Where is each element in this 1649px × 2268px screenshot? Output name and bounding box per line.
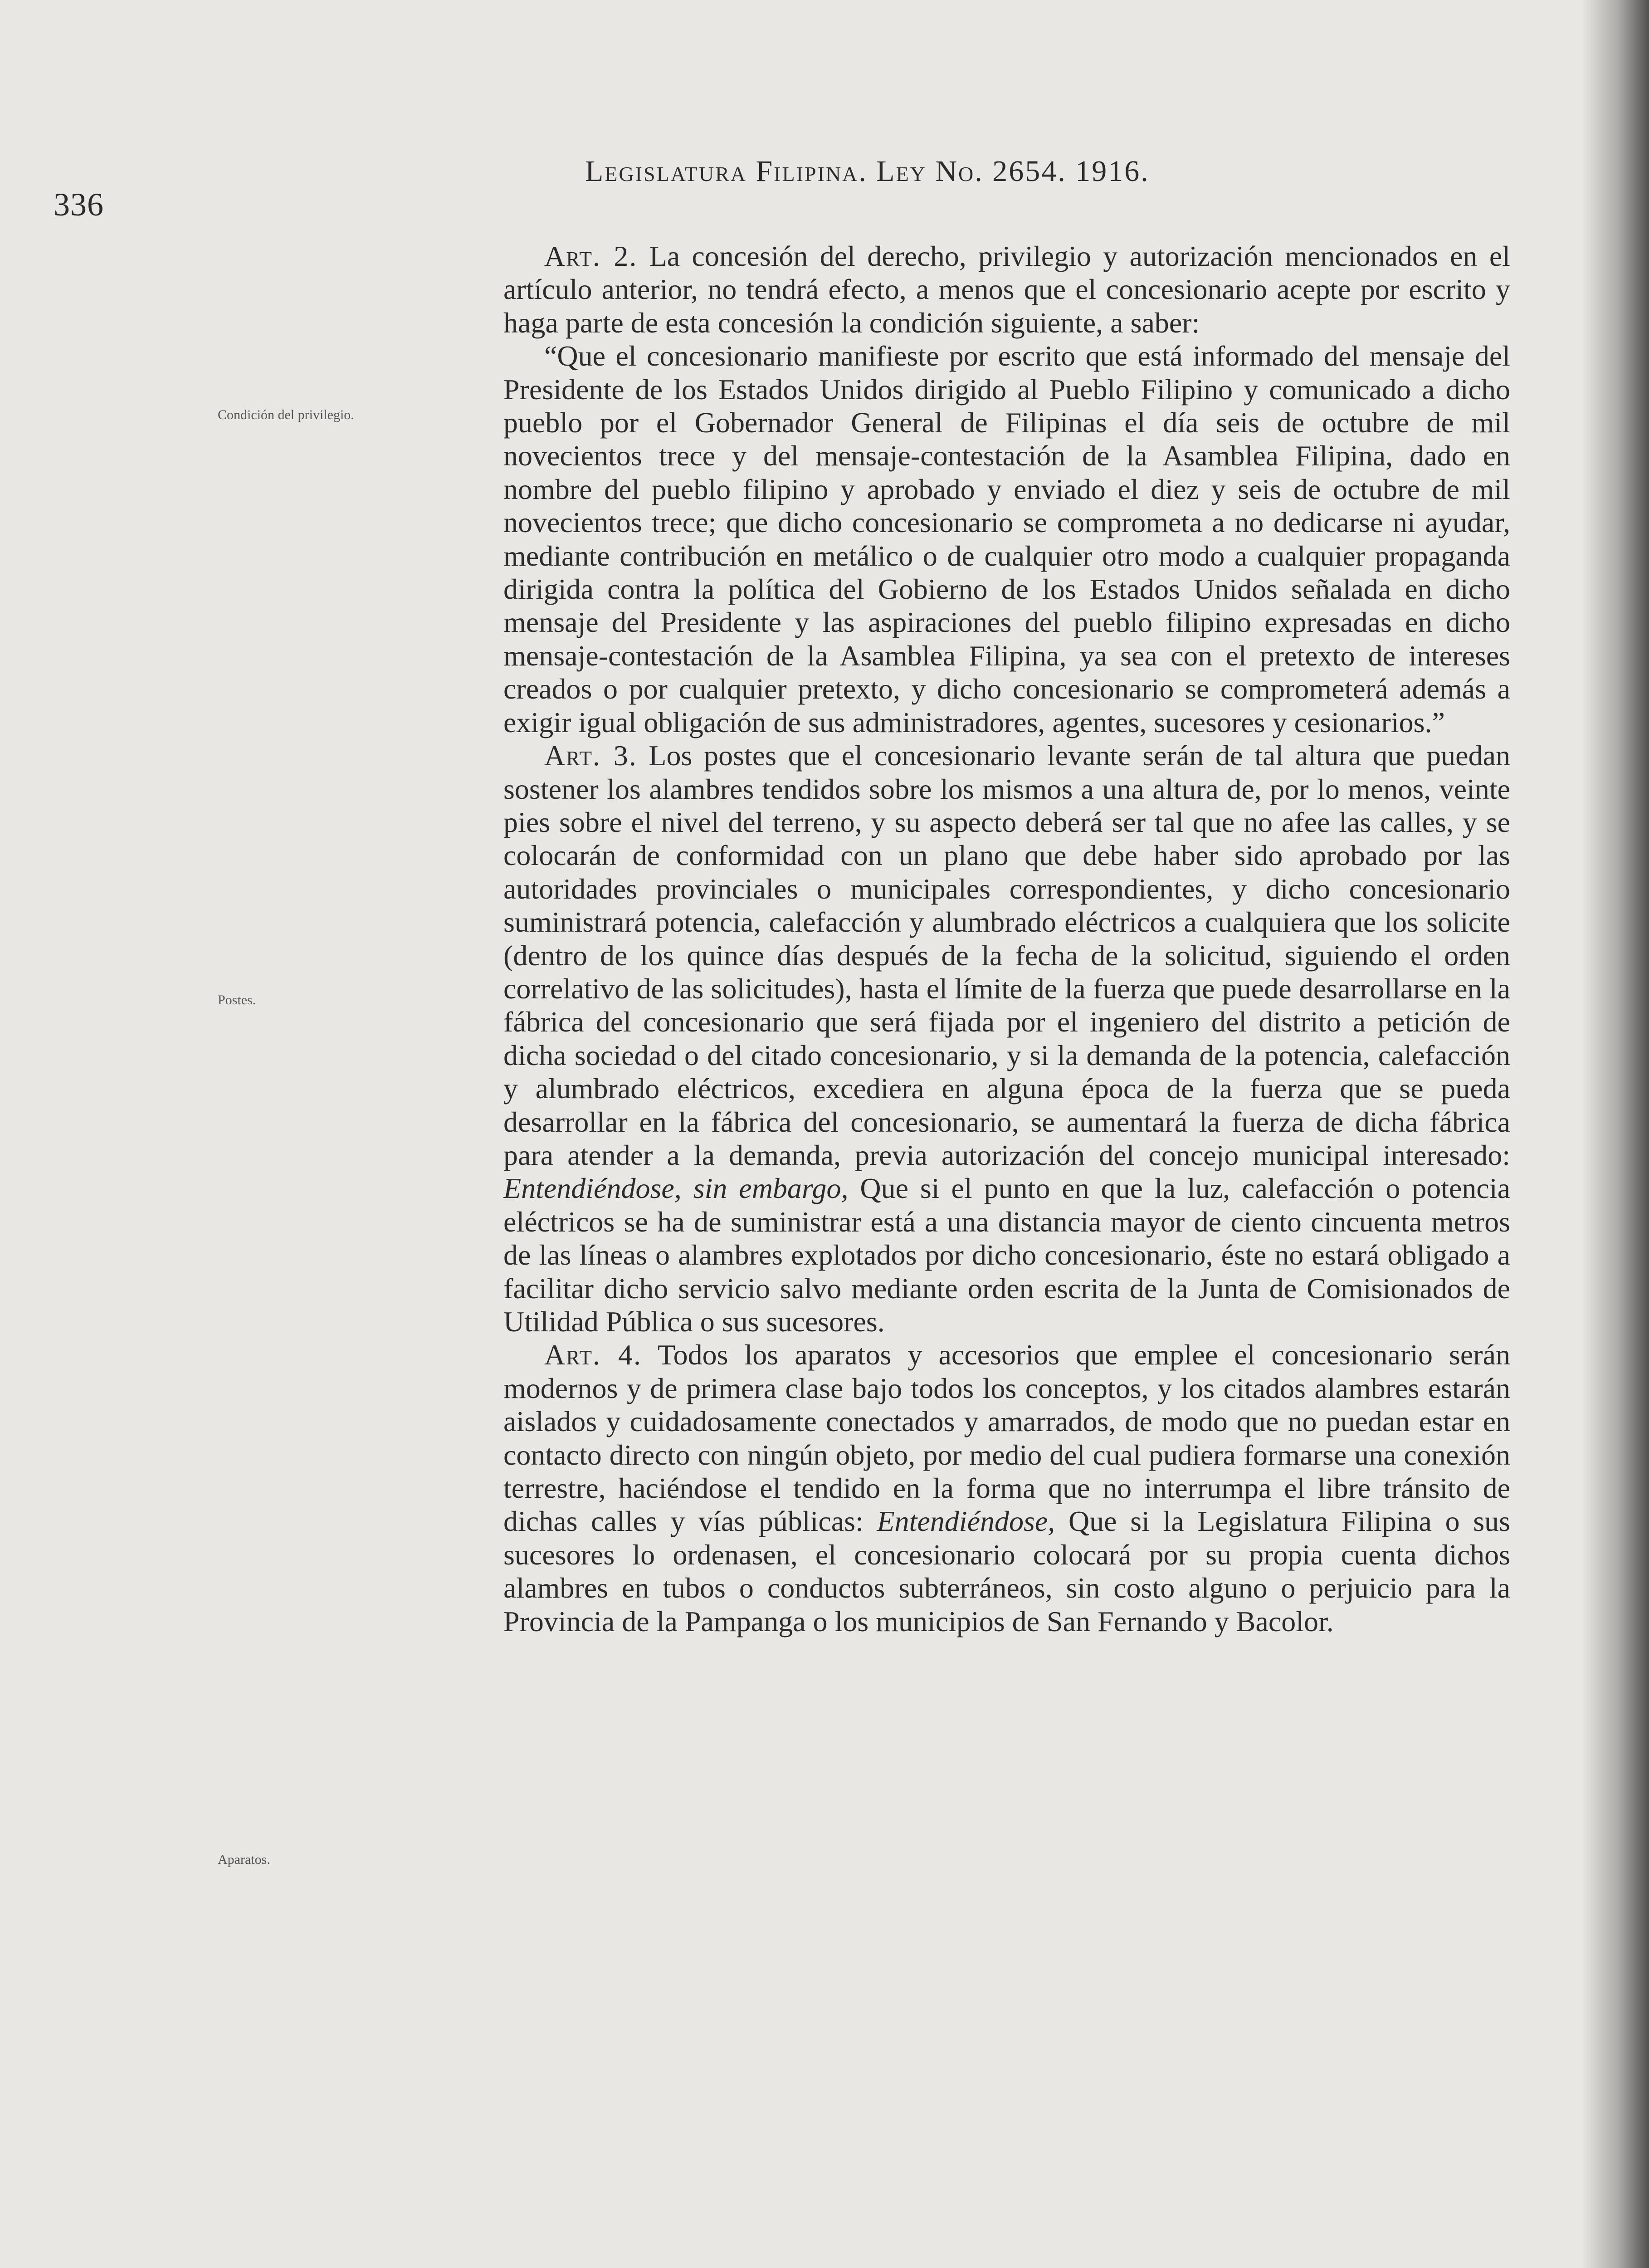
article-3-paragraph (503, 739, 1510, 1338)
margin-note-condicion: Condición del privilegio. (218, 407, 354, 422)
article-emphasis: Entendiéndose, (877, 1505, 1055, 1538)
article-text-continued: Que si el punto en que la luz, calefacción o potencia eléctricos se ha de suministrar está a una distancia mayor de ciento cincuenta metros de las líneas o alambres explotados por dicho concesionario, éste no estará obligado a facilitar dicho servicio salvo mediante orden escrita de la Junta de Comisionados de Utilidad Pública o sus sucesores. (503, 1172, 1511, 1338)
article-label: Art. 2. (544, 240, 638, 272)
article-2-paragraph (503, 240, 1510, 339)
body-text (503, 240, 1510, 1638)
article-text-continued: Que si la Legislatura Filipina o sus sucesores lo ordenasen, el concesionario colocará por su propia cuenta dichos alambres en tubos o conductos subterráneos, sin costo alguno o perjuicio para la Provincia de la Pampanga o los municipios de San Fernando y Bacolor. (503, 1505, 1511, 1637)
margin-note-postes: Postes. (218, 992, 256, 1007)
page-edge-shadow (1581, 0, 1649, 2268)
margin-note-aparatos: Aparatos. (218, 1852, 270, 1867)
article-label: Art. 4. (544, 1339, 642, 1371)
page-number: 336 (54, 186, 104, 223)
article-text: Los postes que el concesionario levante serán de tal altura que puedan sostener los alambres tendidos sobre los mismos a una altura de, por lo menos, veinte pies sobre el nivel del terreno, y su aspecto deberá ser tal que no afee las calles, y se colocarán de conformidad con un plano que debe haber sido aprobado por las autoridades provinciales o municipales correspondientes, y dicho concesionario suministrará potencia, calefacción y alumbrado eléctricos a cualquiera que los solicite (dentro de los quince días después de la fecha de la solicitud, siguiendo el orden correlativo de las solicitudes), hasta el límite de la fuerza que puede desarrollarse en la fábrica del concesionario que será fijada por el ingeniero del distrito a petición de dicha sociedad o del citado concesionario, y si la demanda de la potencia, calefacción y alumbrado eléctricos, excediera en alguna época de la fuerza que se pueda desarrollar en la fábrica del concesionario, se aumentará la fuerza de dicha fábrica para atender a la demanda, previa autorización del concejo municipal interesado: (503, 739, 1510, 1171)
article-label: Art. 3. (544, 739, 637, 772)
article-emphasis: Entendiéndose, sin embargo, (503, 1172, 849, 1205)
quoted-condition: “Que el concesionario manifieste por escrito que está informado del mensaje del Presidente de los Estados Unidos dirigido al Pueblo Filipino y comunicado a dicho pueblo por el Gobernador General de Filipinas el día seis de octubre de mil novecientos trece y del mensaje-contestación de la Asamblea Filipina, dado en nombre del pueblo filipino y aprobado y enviado el diez y seis de octubre de mil novecientos trece; que dicho concesionario se comprometa a no dedicarse ni ayudar, mediante contribución en metálico o de cualquier otro modo a cualquier propaganda dirigida contra la política del Gobierno de los Estados Unidos señalada en dicho mensaje del Presidente y las aspiraciones del pueblo filipino expresadas en dicho mensaje-contestación de la Asamblea Filipina, ya sea con el pretexto de intereses creados o por cualquier pretexto, y dicho concesionario se comprometerá además a exigir igual obligación de sus administradores, agentes, sucesores y cesionarios.” (503, 340, 1510, 738)
article-4-paragraph (503, 1338, 1510, 1638)
article-text: La concesión del derecho, privilegio y autorización mencionados en el artículo anterior, no tendrá efecto, a menos que el concesionario acepte por escrito y haga parte de esta concesión la condición siguiente, a saber: (503, 240, 1510, 339)
article-text: Todos los aparatos y accesorios que emplee el concesionario serán modernos y de primera clase bajo todos los conceptos, y los citados alambres estarán aislados y cuidadosamente conectados y amarrados, de modo que no puedan estar en contacto directo con ningún objeto, por medio del cual pudiera formarse una conexión terrestre, haciéndose el tendido en la forma que no interrumpa el libre tránsito de dichas calles y vías públicas: (503, 1339, 1510, 1538)
article-2-quote (503, 339, 1510, 739)
running-title: Legislatura Filipina. Ley No. 2654. 1916. (585, 155, 1150, 188)
